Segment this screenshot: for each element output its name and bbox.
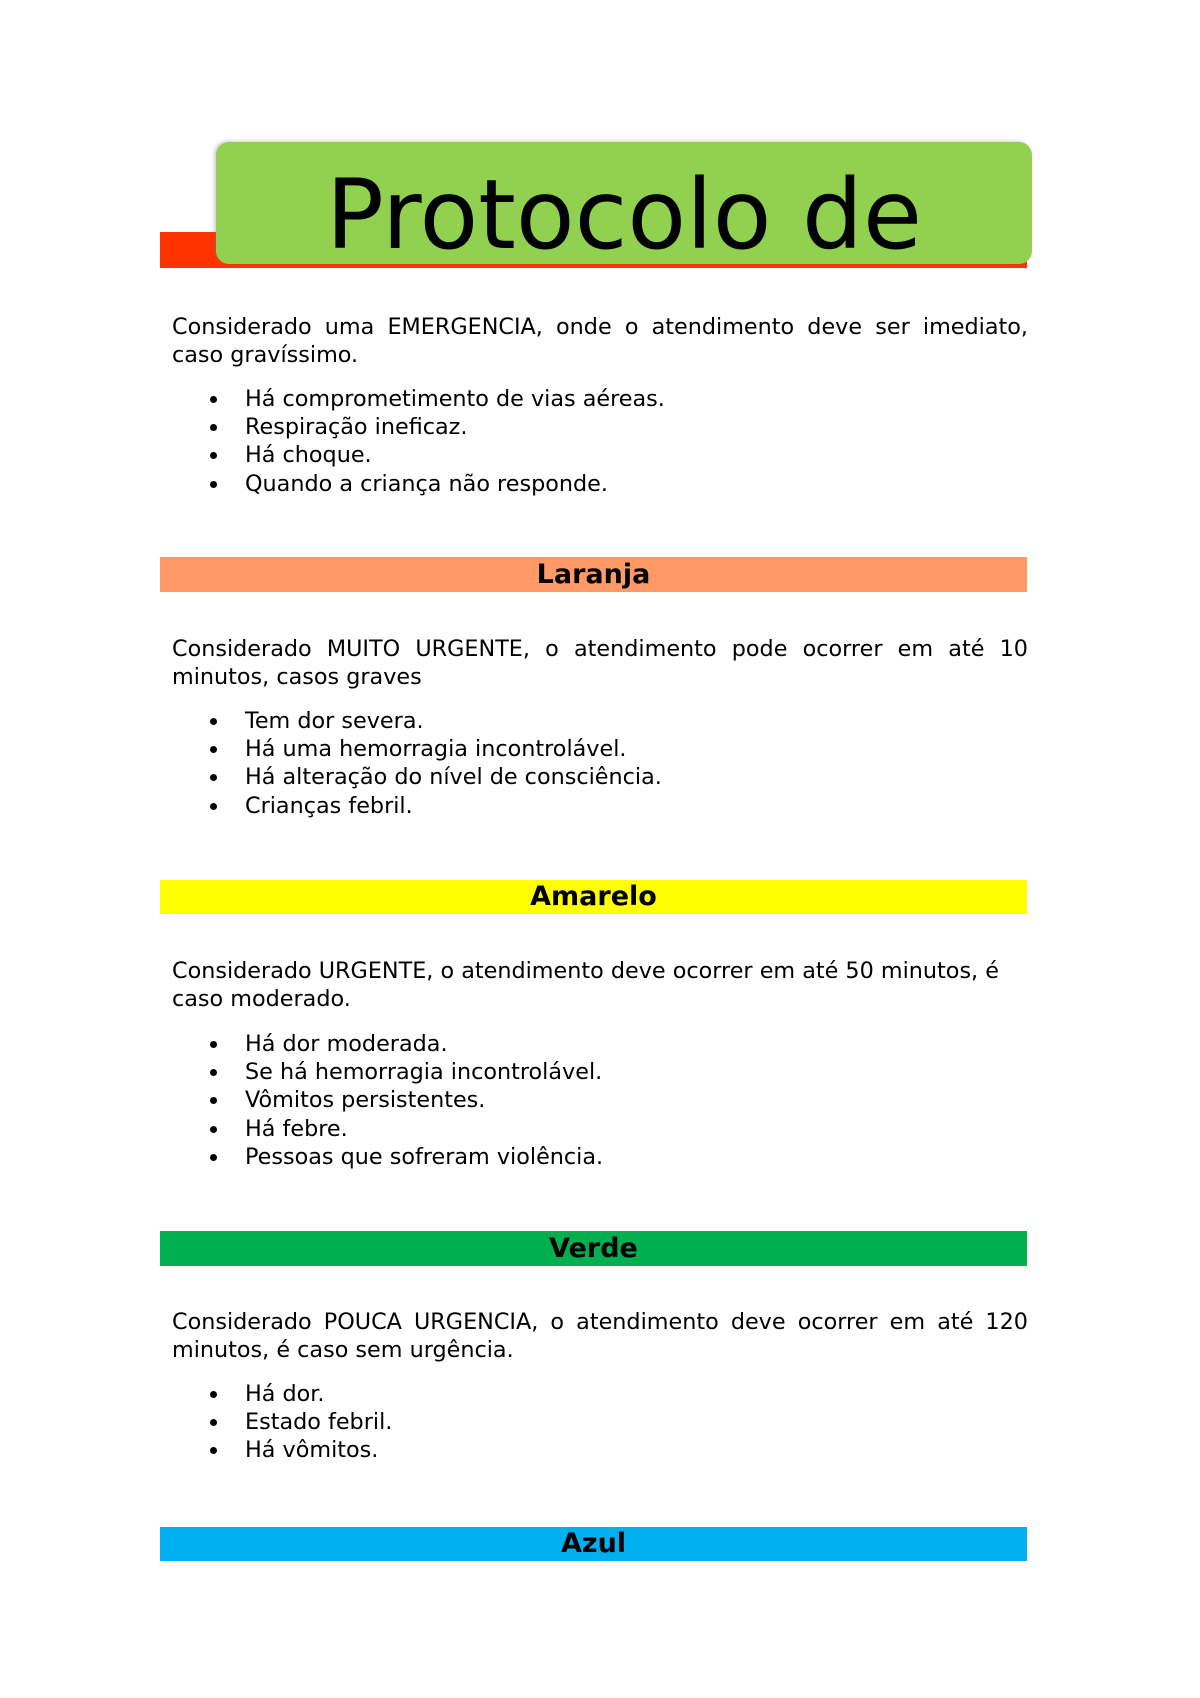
bullet-icon: [210, 396, 217, 403]
bullet-icon: [210, 718, 217, 725]
list-item-text: Vômitos persistentes.: [245, 1087, 486, 1114]
list-item: [0, 1115, 1100, 1143]
list-item: [0, 1030, 1100, 1058]
bullet-icon: [210, 1391, 217, 1398]
list-item: [0, 792, 1100, 820]
list-item: [0, 763, 1100, 791]
list-item-text: Há dor moderada.: [245, 1031, 448, 1057]
list-item: [0, 707, 1100, 735]
heading-azul: Azul: [160, 1527, 1027, 1561]
list-item: [0, 1058, 1100, 1086]
document-title: Protocolo de: [325, 159, 923, 264]
list-item: [0, 441, 1100, 469]
bullet-icon: [210, 1447, 217, 1454]
list-item: [0, 1380, 1100, 1408]
list-item-text: Quando a criança não responde.: [245, 470, 608, 497]
bullet-icon: [210, 1419, 217, 1426]
list-item-text: Se há hemorragia incontrolável.: [245, 1059, 603, 1086]
list-item-text: Crianças febril.: [245, 792, 413, 819]
heading-amarelo: Amarelo: [160, 880, 1027, 914]
title-box: [216, 142, 1032, 264]
list-item: [0, 470, 1100, 498]
list-item-text: Há choque.: [245, 442, 372, 469]
criteria-list: [0, 385, 1100, 498]
bullet-icon: [210, 803, 217, 810]
bullet-icon: [210, 1154, 217, 1161]
section-description: Considerado POUCA URGENCIA, o atendimento deve ocorrer em até 120 minutos, é caso sem urgência.: [172, 1309, 1028, 1364]
list-item-text: Há febre.: [245, 1115, 348, 1142]
section-description: Considerado MUITO URGENTE, o atendimento pode ocorrer em até 10 minutos, casos graves: [172, 636, 1028, 691]
list-item: [0, 1436, 1100, 1464]
bullet-icon: [210, 1097, 217, 1104]
list-item: [0, 735, 1100, 763]
list-item-text: Há comprometimento de vias aéreas.: [245, 386, 665, 412]
list-item-text: Há vômitos.: [245, 1437, 379, 1464]
bullet-icon: [210, 1041, 217, 1048]
list-item-text: Respiração ineficaz.: [245, 414, 468, 441]
section-description: Considerado uma EMERGENCIA, onde o atendimento deve ser imediato, caso gravíssimo.: [172, 314, 1028, 369]
list-item-text: Estado febril.: [245, 1409, 393, 1436]
bullet-icon: [210, 774, 217, 781]
list-item-text: Pessoas que sofreram violência.: [245, 1143, 604, 1170]
bullet-icon: [210, 452, 217, 459]
list-item-text: Tem dor severa.: [245, 708, 424, 734]
list-item-text: Há uma hemorragia incontrolável.: [245, 736, 627, 763]
heading-verde: Verde: [160, 1231, 1027, 1266]
heading-laranja: Laranja: [160, 557, 1027, 592]
bullet-icon: [210, 1126, 217, 1133]
section-description: Considerado URGENTE, o atendimento deve ocorrer em até 50 minutos, é caso moderado.: [172, 958, 999, 1013]
bullet-icon: [210, 1069, 217, 1076]
criteria-list: [0, 1030, 1100, 1171]
list-item-text: Há alteração do nível de consciência.: [245, 764, 662, 791]
bullet-icon: [210, 424, 217, 431]
list-item: [0, 1143, 1100, 1171]
bullet-icon: [210, 481, 217, 488]
list-item-text: Há dor.: [245, 1381, 325, 1407]
bullet-icon: [210, 746, 217, 753]
list-item: [0, 385, 1100, 413]
list-item: [0, 1408, 1100, 1436]
criteria-list: [0, 707, 1100, 820]
list-item: [0, 1086, 1100, 1114]
criteria-list: [0, 1380, 1100, 1465]
list-item: [0, 413, 1100, 441]
